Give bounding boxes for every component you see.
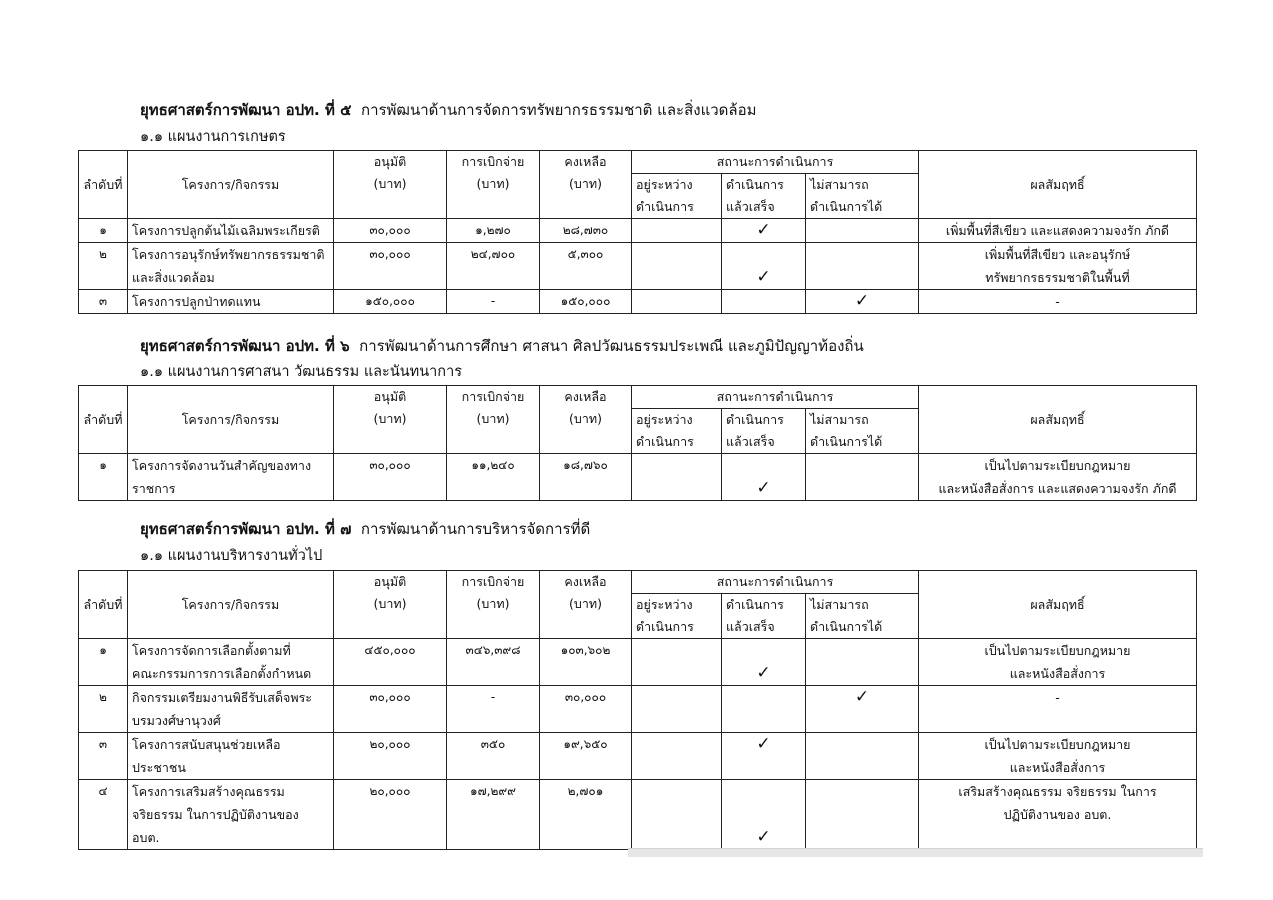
row-remaining: ๑๘,๗๖๐ <box>540 454 632 501</box>
row-remaining: ๑๙,๖๕๐ <box>540 733 632 780</box>
plan-table <box>78 385 1197 501</box>
cell-line: การเบิกจ่าย <box>461 389 525 404</box>
status-done-cell <box>722 243 806 290</box>
status-done-cell <box>722 454 806 501</box>
cell-line: เป็นไปตามระเบียบกฎหมาย <box>984 643 1131 658</box>
status-unable-cell <box>806 454 919 501</box>
header-disbursed <box>447 571 540 639</box>
status-in-progress-cell <box>632 780 722 850</box>
row-approved: ๓๐,๐๐๐ <box>334 219 447 243</box>
cell-line: ดำเนินการ <box>726 177 784 192</box>
cell-line: คงเหลือ <box>564 154 607 169</box>
status-done-cell <box>722 639 806 686</box>
cell-line: (บาท) <box>569 176 602 191</box>
cell-line: โครงการอนุรักษ์ทรัพยากรธรรมชาติ <box>132 247 325 262</box>
cell-line: โครงการปลูกป่าทดแทน <box>132 294 261 309</box>
row-number: ๓ <box>79 733 128 780</box>
cell-line: โครงการสนับสนุนช่วยเหลือ <box>132 737 281 752</box>
table-row <box>79 454 1197 501</box>
header-project: โครงการ/กิจกรรม <box>128 151 334 219</box>
cell-line: และหนังสือสั่งการ <box>1009 666 1106 681</box>
strategy-number: ยุทธศาสตร์การพัฒนา อปท. ที่ ๖ <box>140 337 350 355</box>
row-number: ๓ <box>79 290 128 314</box>
cell-line: โครงการจัดการเลือกตั้งตามที่ <box>132 643 291 658</box>
status-in-progress-cell <box>632 686 722 733</box>
cell-line: โครงการจัดงานวันสำคัญของทาง <box>132 458 312 473</box>
cell-line: ปฏิบัติงานของ อบต. <box>1003 807 1112 822</box>
row-remaining: ๑๐๓,๖๐๒ <box>540 639 632 686</box>
cell-line: บรมวงศ์ษานุวงศ์ <box>132 713 221 728</box>
check-mark-icon: ✓ <box>756 220 771 240</box>
cell-line: ไม่สามารถ <box>810 597 869 612</box>
row-result <box>919 686 1197 733</box>
row-approved: ๓๐,๐๐๐ <box>334 686 447 733</box>
cell-line: การเบิกจ่าย <box>461 574 525 589</box>
header-status-done <box>722 409 806 454</box>
header-approved <box>334 571 447 639</box>
row-disbursed: ๑๗,๒๙๙ <box>447 780 540 850</box>
header-disbursed <box>447 151 540 219</box>
header-status-in-progress <box>632 174 722 219</box>
header-status-done <box>722 594 806 639</box>
cell-line: การเบิกจ่าย <box>461 154 525 169</box>
table-row <box>79 243 1197 290</box>
cell-line: (บาท) <box>373 411 407 426</box>
cell-line: ดำเนินการได้ <box>810 619 883 634</box>
header-status-unable <box>806 409 919 454</box>
cell-line: อยู่ระหว่าง <box>636 177 693 192</box>
plan-title: ๑.๑ แผนงานการศาสนา วัฒนธรรม และนันทนาการ <box>140 364 462 380</box>
header-status-in-progress <box>632 409 722 454</box>
cell-line: คณะกรรมการการเลือกตั้งกำหนด <box>132 666 312 681</box>
header-no: ลำดับที่ <box>79 571 128 639</box>
check-mark-icon: ✓ <box>854 687 870 707</box>
table-row <box>79 219 1197 243</box>
status-unable-cell <box>806 639 919 686</box>
row-disbursed: ๑๑,๒๔๐ <box>447 454 540 501</box>
row-approved: ๓๐,๐๐๐ <box>334 454 447 501</box>
row-result <box>919 733 1197 780</box>
cell-line: ดำเนินการ <box>726 597 784 612</box>
cell-line: อยู่ระหว่าง <box>636 412 693 427</box>
cell-line: จริยธรรม ในการปฏิบัติงานของ <box>132 807 299 822</box>
cell-line: ดำเนินการได้ <box>810 434 883 449</box>
cell-line: ดำเนินการ <box>636 199 694 214</box>
table-row <box>79 686 1197 733</box>
row-project <box>128 686 334 733</box>
cell-line: (บาท) <box>373 176 407 191</box>
row-remaining: ๒,๗๐๑ <box>540 780 632 850</box>
strategy-name: การพัฒนาด้านการบริหารจัดการที่ดี <box>360 520 591 538</box>
cell-line: ไม่สามารถ <box>810 177 869 192</box>
check-mark-icon: ✓ <box>756 478 771 498</box>
cell-line: และสิ่งแวดล้อม <box>132 270 215 285</box>
strategy-title <box>140 519 590 539</box>
plan-title: ๑.๑ แผนงานบริหารงานทั่วไป <box>140 548 323 564</box>
cell-line: เสริมสร้างคุณธรรม จริยธรรม ในการ <box>958 784 1157 799</box>
row-project <box>128 454 334 501</box>
status-in-progress-cell <box>632 290 722 314</box>
table-row <box>79 733 1197 780</box>
status-done-cell <box>722 686 806 733</box>
status-unable-cell <box>806 219 919 243</box>
header-no: ลำดับที่ <box>79 386 128 454</box>
row-result <box>919 290 1197 314</box>
cell-line: อนุมัติ <box>373 574 407 589</box>
cell-line: (บาท) <box>476 176 510 191</box>
plan-table <box>78 570 1197 850</box>
header-status-done <box>722 174 806 219</box>
header-project: โครงการ/กิจกรรม <box>128 571 334 639</box>
cell-line: (บาท) <box>476 411 510 426</box>
strategy-number: ยุทธศาสตร์การพัฒนา อปท. ที่ ๗ <box>140 520 352 538</box>
plan-title: ๑.๑ แผนงานการเกษตร <box>140 129 286 145</box>
cell-line: (บาท) <box>569 596 602 611</box>
cell-line: (บาท) <box>569 411 602 426</box>
strategy-number: ยุทธศาสตร์การพัฒนา อปท. ที่ ๕ <box>140 101 352 119</box>
header-remaining <box>540 571 632 639</box>
cell-line: เพิ่มพื้นที่สีเขียว และอนุรักษ์ <box>984 247 1131 262</box>
plan-table <box>78 150 1197 314</box>
row-disbursed: ๓๕๐ <box>447 733 540 780</box>
header-approved <box>334 386 447 454</box>
row-number: ๑ <box>79 219 128 243</box>
status-done-cell <box>722 733 806 780</box>
check-mark-icon: ✓ <box>756 734 771 754</box>
cell-line: (บาท) <box>373 596 407 611</box>
row-disbursed: ๑,๒๗๐ <box>447 219 540 243</box>
strategy-title <box>140 100 757 120</box>
header-row <box>79 571 1197 594</box>
cell-line: และหนังสือสั่งการ <box>1009 760 1106 775</box>
header-result: ผลสัมฤทธิ์ <box>919 571 1197 639</box>
cell-line: อยู่ระหว่าง <box>636 597 693 612</box>
cell-line: และหนังสือสั่งการ และแสดงความจงรัก ภักดี <box>938 481 1177 496</box>
cell-line: แล้วเสร็จ <box>726 619 775 634</box>
cell-line: คงเหลือ <box>564 389 607 404</box>
row-result <box>919 243 1197 290</box>
status-done-cell <box>722 219 806 243</box>
row-project <box>128 733 334 780</box>
header-result: ผลสัมฤทธิ์ <box>919 386 1197 454</box>
cell-line: กิจกรรมเตรียมงานพิธีรับเสด็จพระ <box>132 690 312 705</box>
row-remaining: ๒๘,๗๓๐ <box>540 219 632 243</box>
cell-line: โครงการปลูกต้นไม้เฉลิมพระเกียรติ <box>132 223 320 238</box>
header-status-unable <box>806 174 919 219</box>
status-in-progress-cell <box>632 243 722 290</box>
header-row <box>79 386 1197 409</box>
cell-line: ดำเนินการ <box>726 412 784 427</box>
status-in-progress-cell <box>632 219 722 243</box>
check-mark-icon: ✓ <box>756 663 771 683</box>
header-project: โครงการ/กิจกรรม <box>128 386 334 454</box>
status-unable-cell <box>806 243 919 290</box>
row-remaining: ๓๐,๐๐๐ <box>540 686 632 733</box>
row-project <box>128 780 334 850</box>
header-remaining <box>540 386 632 454</box>
cell-line: - <box>1055 294 1060 309</box>
cell-line: - <box>1055 690 1060 705</box>
footer-scan-artifact <box>628 848 1203 857</box>
row-result <box>919 219 1197 243</box>
cell-line: เพิ่มพื้นที่สีเขียว และแสดงความจงรัก ภักดี <box>945 223 1170 238</box>
row-result <box>919 780 1197 850</box>
cell-line: คงเหลือ <box>564 574 607 589</box>
row-disbursed: - <box>447 290 540 314</box>
check-mark-icon: ✓ <box>756 267 771 287</box>
status-unable-cell <box>806 290 919 314</box>
status-unable-cell <box>806 686 919 733</box>
row-approved: ๓๐,๐๐๐ <box>334 243 447 290</box>
strategy-title <box>140 336 864 356</box>
check-mark-icon: ✓ <box>854 291 870 311</box>
row-result <box>919 639 1197 686</box>
row-number: ๔ <box>79 780 128 850</box>
row-project <box>128 219 334 243</box>
table-row <box>79 639 1197 686</box>
cell-line: ดำเนินการ <box>636 619 694 634</box>
header-status-in-progress <box>632 594 722 639</box>
header-status: สถานะการดำเนินการ <box>632 151 919 174</box>
row-approved: ๑๕๐,๐๐๐ <box>334 290 447 314</box>
cell-line: ราชการ <box>132 481 176 496</box>
cell-line: อบต. <box>132 830 160 845</box>
header-status: สถานะการดำเนินการ <box>632 571 919 594</box>
cell-line: อนุมัติ <box>373 154 407 169</box>
cell-line: ทรัพยากรธรรมชาติในพื้นที่ <box>985 270 1130 285</box>
row-project <box>128 639 334 686</box>
header-result: ผลสัมฤทธิ์ <box>919 151 1197 219</box>
row-number: ๑ <box>79 639 128 686</box>
header-no: ลำดับที่ <box>79 151 128 219</box>
status-in-progress-cell <box>632 454 722 501</box>
header-status: สถานะการดำเนินการ <box>632 386 919 409</box>
row-disbursed: ๓๔๖,๓๙๘ <box>447 639 540 686</box>
strategy-name: การพัฒนาด้านการศึกษา ศาสนา ศิลปวัฒนธรรมประเพณี และภูมิปัญญาท้องถิ่น <box>359 337 864 355</box>
row-result <box>919 454 1197 501</box>
cell-line: ดำเนินการได้ <box>810 199 883 214</box>
cell-line: แล้วเสร็จ <box>726 434 775 449</box>
status-done-cell <box>722 780 806 850</box>
cell-line: แล้วเสร็จ <box>726 199 775 214</box>
row-remaining: ๕,๓๐๐ <box>540 243 632 290</box>
table-row <box>79 780 1197 850</box>
cell-line: ประชาชน <box>132 760 186 775</box>
row-disbursed: - <box>447 686 540 733</box>
header-approved <box>334 151 447 219</box>
strategy-name: การพัฒนาด้านการจัดการทรัพยากรธรรมชาติ และสิ่งแวดล้อม <box>360 101 757 119</box>
row-approved: ๒๐,๐๐๐ <box>334 780 447 850</box>
row-number: ๒ <box>79 243 128 290</box>
cell-line: (บาท) <box>476 596 510 611</box>
status-done-cell <box>722 290 806 314</box>
cell-line: โครงการเสริมสร้างคุณธรรม <box>132 784 285 799</box>
status-in-progress-cell <box>632 639 722 686</box>
status-unable-cell <box>806 733 919 780</box>
status-unable-cell <box>806 780 919 850</box>
status-in-progress-cell <box>632 733 722 780</box>
row-remaining: ๑๕๐,๐๐๐ <box>540 290 632 314</box>
cell-line: อนุมัติ <box>373 389 407 404</box>
header-status-unable <box>806 594 919 639</box>
row-approved: ๔๕๐,๐๐๐ <box>334 639 447 686</box>
cell-line: เป็นไปตามระเบียบกฎหมาย <box>984 737 1131 752</box>
cell-line: เป็นไปตามระเบียบกฎหมาย <box>984 458 1131 473</box>
row-disbursed: ๒๔,๗๐๐ <box>447 243 540 290</box>
row-number: ๑ <box>79 454 128 501</box>
row-project <box>128 243 334 290</box>
row-project <box>128 290 334 314</box>
header-remaining <box>540 151 632 219</box>
check-mark-icon: ✓ <box>756 827 771 847</box>
row-number: ๒ <box>79 686 128 733</box>
cell-line: ดำเนินการ <box>636 434 694 449</box>
row-approved: ๒๐,๐๐๐ <box>334 733 447 780</box>
table-row <box>79 290 1197 314</box>
header-row <box>79 151 1197 174</box>
cell-line: ไม่สามารถ <box>810 412 869 427</box>
header-disbursed <box>447 386 540 454</box>
